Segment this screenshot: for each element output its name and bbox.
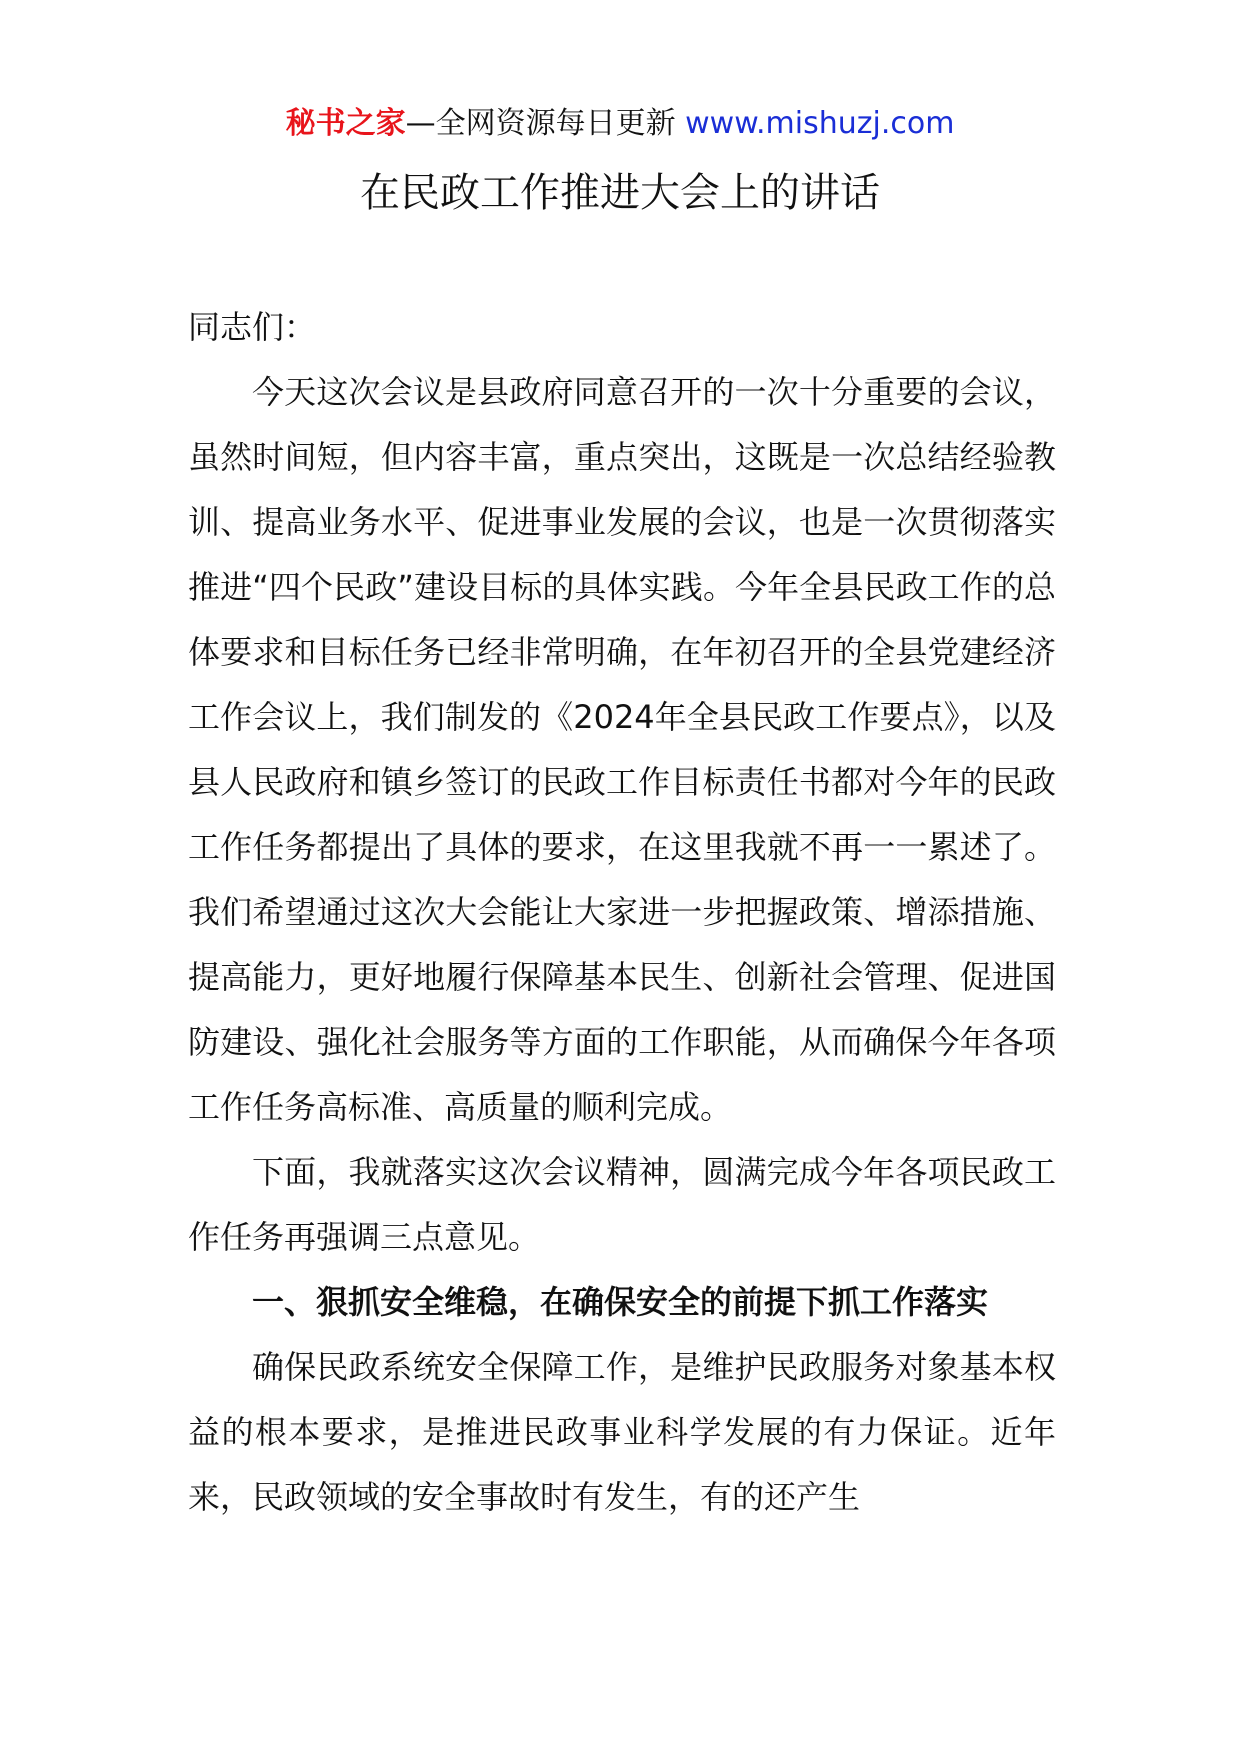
section-heading-1: 一、狠抓安全维稳，在确保安全的前提下抓工作落实 [252,1283,989,1321]
document-title: 在民政工作推进大会上的讲话 [360,170,880,216]
banner-url-link[interactable]: www.mishuzj.com [685,106,955,141]
paragraph-opening: 今天这次会议是县政府同意召开的一次十分重要的会议，虽然时间短，但内容丰富，重点突出，这既是一次总结经验教训、提高业务水平、促进事业发展的会议，也是一次贯彻落实推进“四个民政”建设目标的具体实践。今年全县民政工作的总体要求和目标任务已经非常明确，在年初召开的全县党建经济工作会议上，我们制发的《2024年全县民政工作要点》，以及县人民政府和镇乡签订的民政工作目标责任书都对今年的民政工作任务都提出了具体的要求，在这里我就不再一一累述了。我们希望通过这次大会能让大家进一步把握政策、增添措施、提高能力，更好地履行保障基本民生、创新社会管理、促进国防建设、强化社会服务等方面的工作职能，从而确保今年各项工作任务高标准、高质量的顺利完成。 [188,373,1056,1126]
document-body [188,295,1056,1530]
paragraph-transition: 下面，我就落实这次会议精神，圆满完成今年各项民政工作任务再强调三点意见。 [188,1153,1056,1256]
banner-slogan: —全网资源每日更新 [405,106,676,141]
banner-brand: 秘书之家 [285,106,406,141]
salutation: 同志们： [188,308,317,346]
site-banner [0,100,1240,148]
paragraph-section-1: 确保民政系统安全保障工作，是维护民政服务对象基本权益的根本要求，是推进民政事业科学发展的有力保证。近年来，民政领域的安全事故时有发生，有的还产生 [188,1348,1056,1516]
